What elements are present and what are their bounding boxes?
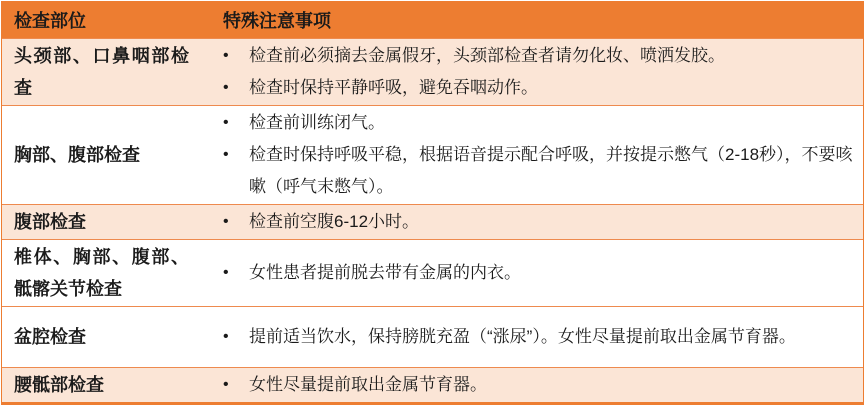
note-text: 检查时保持平静呼吸，避免吞咽动作。 [249,78,538,97]
note-item [223,139,855,203]
table-row [2,306,863,367]
bullet-icon: • [223,213,229,230]
header-cell-part [2,4,207,38]
header-label-notes: 特殊注意事项 [223,11,331,31]
note-item [223,206,855,238]
exam-part-cell [2,106,207,204]
note-text: 检查前空腹6-12小时。 [249,212,420,231]
exam-part-label: 椎体、胸部、腹部、骶髂关节检查 [14,247,189,299]
exam-part-label: 头颈部、口鼻咽部检查 [14,46,189,98]
note-text: 女性尽量提前取出金属节育器。 [249,375,487,394]
note-item [223,72,855,104]
table-header-row [2,4,863,38]
table-row [2,105,863,204]
exam-notes-cell [207,256,863,290]
exam-part-label: 腹部检查 [14,212,86,232]
exam-notes-cell [207,106,863,204]
exam-part-label: 盆腔检查 [14,327,86,347]
note-item [223,257,855,289]
exam-part-cell [2,205,207,239]
header-cell-notes [207,6,863,36]
note-text: 检查前训练闭气。 [249,113,385,132]
note-item [223,369,855,401]
exam-preparation-table [1,1,864,405]
exam-notes-cell [207,320,863,354]
bullet-icon: • [223,114,229,131]
note-text: 女性患者提前脱去带有金属的内衣。 [249,263,521,282]
note-text: 提前适当饮水，保持膀胱充盈（“涨尿”）。女性尽量提前取出金属节育器。 [249,327,796,346]
exam-notes-cell [207,39,863,105]
note-item [223,40,855,72]
exam-part-cell [2,368,207,402]
bullet-icon: • [223,47,229,64]
bullet-icon: • [223,376,229,393]
exam-part-label: 胸部、腹部检查 [14,145,140,165]
table-row [2,367,863,402]
bullet-icon: • [223,264,229,281]
bullet-icon: • [223,328,229,345]
table-row [2,239,863,306]
note-item [223,321,855,353]
exam-part-cell [2,240,207,306]
exam-notes-cell [207,205,863,239]
exam-notes-cell [207,368,863,402]
bullet-icon: • [223,79,229,96]
header-label-part: 检查部位 [14,11,86,31]
note-text: 检查前必须摘去金属假牙，头颈部检查者请勿化妆、喷洒发胶。 [249,46,725,65]
bullet-icon: • [223,146,229,163]
table-row [2,204,863,239]
note-text: 检查时保持呼吸平稳，根据语音提示配合呼吸，并按提示憋气（2-18秒），不要咳嗽（呼气末憋气）。 [249,145,853,196]
exam-part-cell [2,39,207,105]
table-row [2,38,863,105]
exam-part-label: 腰骶部检查 [14,375,104,395]
note-item [223,107,855,139]
exam-part-cell [2,307,207,367]
